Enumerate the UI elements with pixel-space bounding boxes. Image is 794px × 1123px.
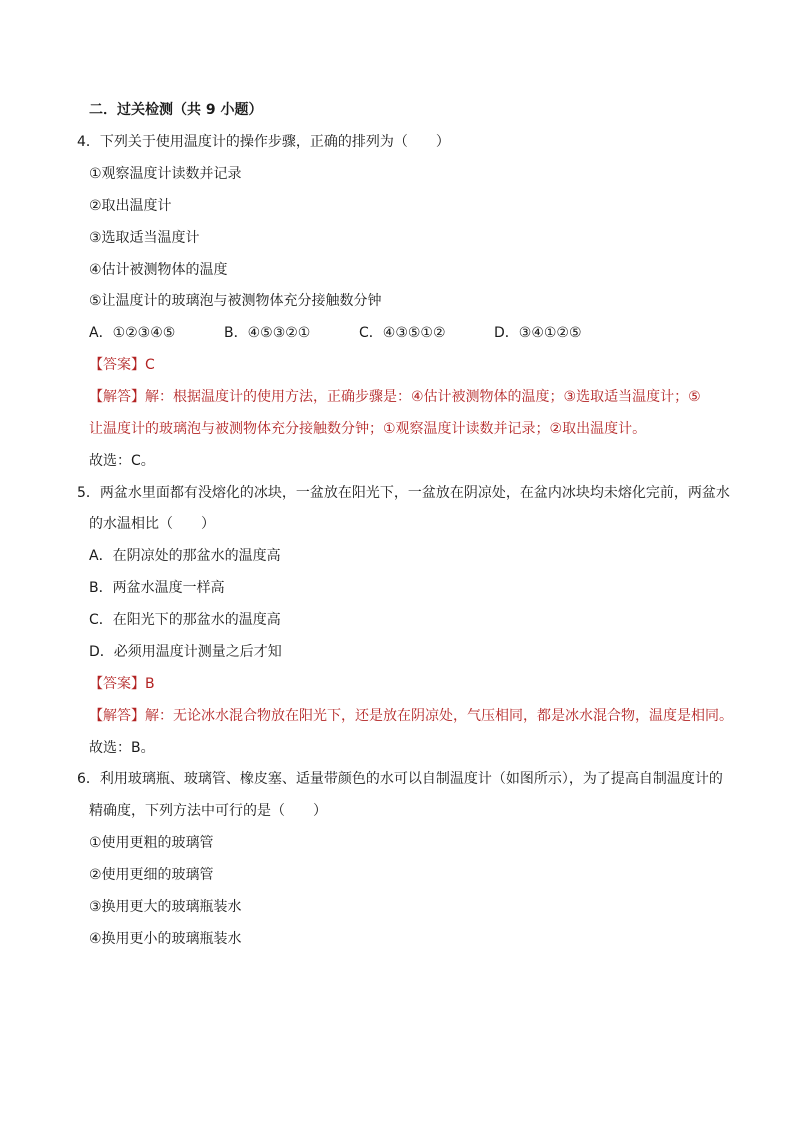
q4-option-c: C．④③⑤①②: [359, 325, 446, 341]
q5-conclusion: 故选：B。: [89, 740, 155, 756]
q4-stem: 4．下列关于使用温度计的操作步骤，正确的排列为（ ）: [77, 134, 450, 150]
q5-answer: [89, 674, 155, 694]
answer-tag: 【答案】: [89, 357, 145, 373]
q4-item-5: ⑤让温度计的玻璃泡与被测物体充分接触数分钟: [89, 293, 382, 309]
q4-analysis-line-2: 让温度计的玻璃泡与被测物体充分接触数分钟；①观察温度计读数并记录；②取出温度计。: [89, 421, 647, 437]
q5-stem-line-1: 5．两盆水里面都有没熔化的冰块，一盆放在阳光下，一盆放在阴凉处，在盆内冰块均未熔化完前，两盆水: [77, 485, 730, 501]
answer-value: B: [145, 676, 155, 692]
q4-analysis-line-1: [89, 387, 701, 407]
analysis-text: 解：根据温度计的使用方法，正确步骤是：④估计被测物体的温度；③选取适当温度计；⑤: [145, 389, 701, 405]
section-title: 二．过关检测（共 9 小题）: [89, 102, 263, 118]
q4-item-3: ③选取适当温度计: [89, 230, 200, 246]
q4-option-d: D．③④①②⑤: [494, 325, 582, 341]
answer-tag: 【答案】: [89, 676, 145, 692]
q4-conclusion: 故选：C。: [89, 453, 155, 469]
q5-stem-line-2: 的水温相比（ ）: [89, 516, 215, 532]
q4-item-4: ④估计被测物体的温度: [89, 262, 228, 278]
q4-answer: [89, 355, 155, 375]
answer-value: C: [145, 357, 155, 373]
q5-option-c: C．在阳光下的那盆水的温度高: [89, 612, 281, 628]
q6-stem-line-1: 6．利用玻璃瓶、玻璃管、橡皮塞、适量带颜色的水可以自制温度计（如图所示），为了提高自制温度计的: [77, 771, 723, 787]
q5-option-a: A．在阴凉处的那盆水的温度高: [89, 548, 281, 564]
q6-stem-line-2: 精确度，下列方法中可行的是（ ）: [89, 803, 327, 819]
q5-analysis: [89, 706, 733, 726]
q4-options: [89, 323, 582, 343]
analysis-tag: 【解答】: [89, 708, 145, 724]
q6-item-3: ③换用更大的玻璃瓶装水: [89, 899, 242, 915]
analysis-text: 解：无论冰水混合物放在阳光下，还是放在阴凉处，气压相同，都是冰水混合物，温度是相同。: [145, 708, 733, 724]
q5-option-b: B．两盆水温度一样高: [89, 580, 225, 596]
analysis-tag: 【解答】: [89, 389, 145, 405]
q4-item-1: ①观察温度计读数并记录: [89, 166, 242, 182]
q6-item-1: ①使用更粗的玻璃管: [89, 835, 214, 851]
q4-option-a: A．①②③④⑤: [89, 325, 176, 341]
q6-item-2: ②使用更细的玻璃管: [89, 867, 214, 883]
q5-option-d: D．必须用温度计测量之后才知: [89, 644, 282, 660]
q6-item-4: ④换用更小的玻璃瓶装水: [89, 931, 242, 947]
q4-item-2: ②取出温度计: [89, 198, 172, 214]
q4-option-b: B．④⑤③②①: [224, 325, 311, 341]
